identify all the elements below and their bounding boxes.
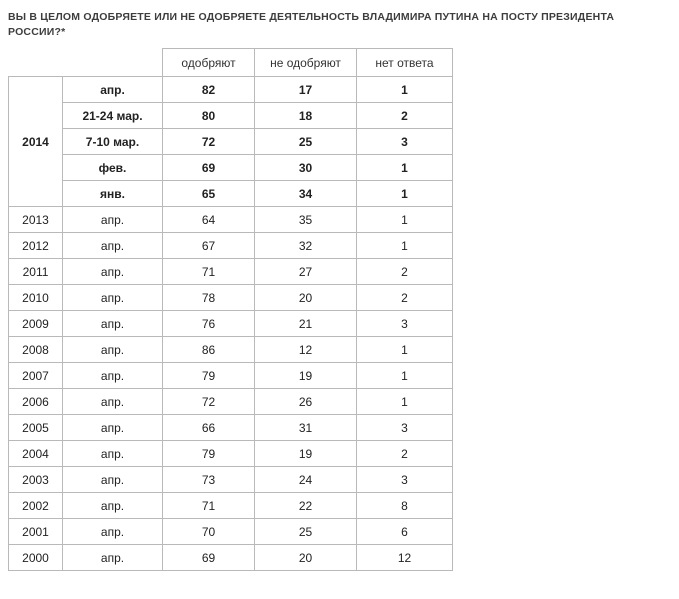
table-row	[9, 519, 453, 545]
table-row	[9, 493, 453, 519]
row-noanswer: 2	[357, 441, 453, 467]
row-approve: 70	[163, 519, 255, 545]
row-period: фев.	[63, 155, 163, 181]
row-noanswer: 1	[357, 155, 453, 181]
row-year: 2014	[9, 77, 63, 207]
table-row	[9, 233, 453, 259]
row-disapprove: 30	[255, 155, 357, 181]
table-row	[9, 129, 453, 155]
table-body	[9, 77, 453, 571]
row-disapprove: 20	[255, 285, 357, 311]
table-header-row	[9, 49, 453, 77]
row-year: 2007	[9, 363, 63, 389]
page-title: ВЫ В ЦЕЛОМ ОДОБРЯЕТЕ ИЛИ НЕ ОДОБРЯЕТЕ ДЕЯТЕЛЬНОСТЬ ВЛАДИМИРА ПУТИНА НА ПОСТУ ПРЕЗИДЕНТА РОССИИ?*	[8, 11, 615, 38]
row-period: 7-10 мар.	[63, 129, 163, 155]
row-approve: 86	[163, 337, 255, 363]
row-noanswer: 6	[357, 519, 453, 545]
table-row	[9, 337, 453, 363]
row-noanswer: 2	[357, 259, 453, 285]
row-approve: 66	[163, 415, 255, 441]
row-period: апр.	[63, 415, 163, 441]
row-year: 2003	[9, 467, 63, 493]
header-cell-period	[63, 49, 163, 77]
table-row	[9, 467, 453, 493]
row-approve: 82	[163, 77, 255, 103]
row-approve: 78	[163, 285, 255, 311]
row-approve: 72	[163, 129, 255, 155]
row-approve: 69	[163, 545, 255, 571]
row-disapprove: 19	[255, 441, 357, 467]
row-year: 2011	[9, 259, 63, 285]
row-noanswer: 2	[357, 285, 453, 311]
row-approve: 72	[163, 389, 255, 415]
row-approve: 73	[163, 467, 255, 493]
table-row	[9, 207, 453, 233]
row-approve: 79	[163, 441, 255, 467]
row-disapprove: 35	[255, 207, 357, 233]
header-cell-disapprove: не одобряют	[255, 49, 357, 77]
table-row	[9, 415, 453, 441]
row-disapprove: 26	[255, 389, 357, 415]
row-approve: 71	[163, 259, 255, 285]
row-approve: 76	[163, 311, 255, 337]
row-approve: 80	[163, 103, 255, 129]
row-disapprove: 25	[255, 519, 357, 545]
row-noanswer: 3	[357, 415, 453, 441]
row-noanswer: 8	[357, 493, 453, 519]
row-year: 2012	[9, 233, 63, 259]
row-period: апр.	[63, 519, 163, 545]
row-year: 2006	[9, 389, 63, 415]
row-disapprove: 27	[255, 259, 357, 285]
row-noanswer: 3	[357, 129, 453, 155]
table-row	[9, 259, 453, 285]
row-period: апр.	[63, 441, 163, 467]
row-period: апр.	[63, 545, 163, 571]
row-disapprove: 12	[255, 337, 357, 363]
row-noanswer: 3	[357, 311, 453, 337]
table-row	[9, 311, 453, 337]
row-year: 2002	[9, 493, 63, 519]
row-period: апр.	[63, 285, 163, 311]
row-period: апр.	[63, 467, 163, 493]
row-approve: 69	[163, 155, 255, 181]
row-noanswer: 1	[357, 337, 453, 363]
row-year: 2001	[9, 519, 63, 545]
row-approve: 65	[163, 181, 255, 207]
row-noanswer: 1	[357, 389, 453, 415]
row-approve: 79	[163, 363, 255, 389]
row-disapprove: 34	[255, 181, 357, 207]
row-disapprove: 32	[255, 233, 357, 259]
row-period: 21-24 мар.	[63, 103, 163, 129]
row-disapprove: 24	[255, 467, 357, 493]
row-noanswer: 12	[357, 545, 453, 571]
poll-results-table	[8, 48, 453, 571]
row-period: апр.	[63, 493, 163, 519]
row-noanswer: 2	[357, 103, 453, 129]
table-row	[9, 103, 453, 129]
row-year: 2004	[9, 441, 63, 467]
header-cell-noanswer: нет ответа	[357, 49, 453, 77]
row-period: апр.	[63, 233, 163, 259]
table-row	[9, 363, 453, 389]
row-period: янв.	[63, 181, 163, 207]
row-noanswer: 1	[357, 363, 453, 389]
row-year: 2008	[9, 337, 63, 363]
row-approve: 67	[163, 233, 255, 259]
table-row	[9, 545, 453, 571]
table-row	[9, 441, 453, 467]
row-disapprove: 22	[255, 493, 357, 519]
row-year: 2000	[9, 545, 63, 571]
row-disapprove: 19	[255, 363, 357, 389]
row-year: 2013	[9, 207, 63, 233]
table-row	[9, 285, 453, 311]
row-approve: 64	[163, 207, 255, 233]
row-period: апр.	[63, 337, 163, 363]
row-approve: 71	[163, 493, 255, 519]
row-period: апр.	[63, 207, 163, 233]
row-noanswer: 1	[357, 233, 453, 259]
table-row	[9, 389, 453, 415]
row-period: апр.	[63, 363, 163, 389]
row-year: 2010	[9, 285, 63, 311]
row-period: апр.	[63, 311, 163, 337]
row-disapprove: 18	[255, 103, 357, 129]
row-disapprove: 17	[255, 77, 357, 103]
table-row	[9, 155, 453, 181]
row-year: 2005	[9, 415, 63, 441]
table-header	[9, 49, 453, 77]
row-disapprove: 21	[255, 311, 357, 337]
row-noanswer: 3	[357, 467, 453, 493]
row-period: апр.	[63, 389, 163, 415]
row-year: 2009	[9, 311, 63, 337]
row-disapprove: 20	[255, 545, 357, 571]
table-row	[9, 181, 453, 207]
row-noanswer: 1	[357, 207, 453, 233]
table-row	[9, 77, 453, 103]
row-noanswer: 1	[357, 77, 453, 103]
header-cell-year	[9, 49, 63, 77]
header-cell-approve: одобряют	[163, 49, 255, 77]
row-noanswer: 1	[357, 181, 453, 207]
row-period: апр.	[63, 259, 163, 285]
row-period: апр.	[63, 77, 163, 103]
row-disapprove: 25	[255, 129, 357, 155]
row-disapprove: 31	[255, 415, 357, 441]
